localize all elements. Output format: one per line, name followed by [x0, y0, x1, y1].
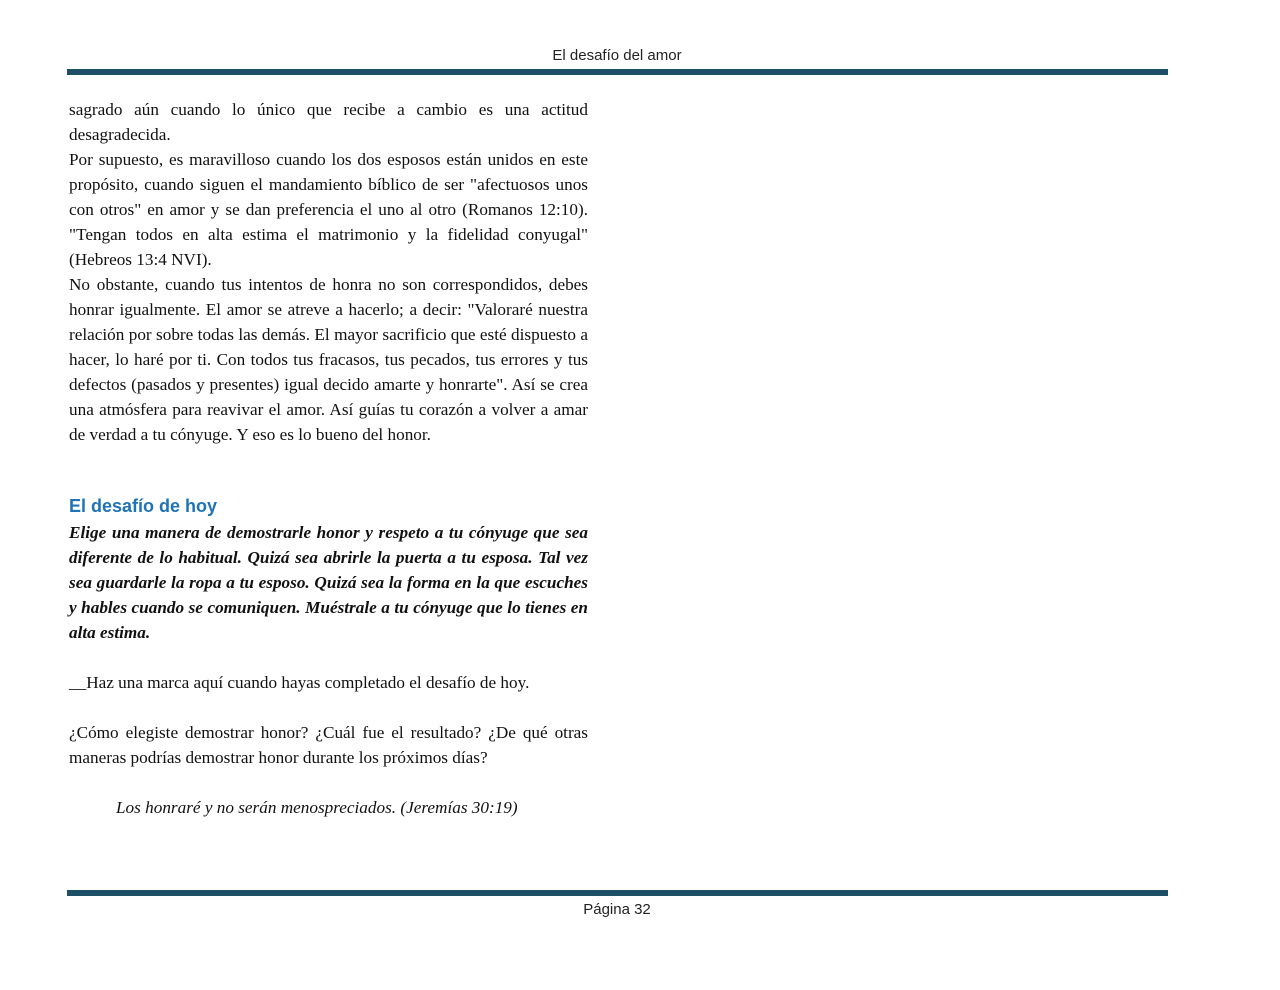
footer-rule [67, 890, 1168, 896]
body-paragraph: sagrado aún cuando lo único que recibe a cambio es una actitud desagradecida. [69, 100, 588, 144]
body-paragraph: Por supuesto, es maravilloso cuando los dos esposos están unidos en este propósito, cuando siguen el mandamiento bíblico de ser "afectuosos unos con otros" en amor y se dan preferencia el uno al otro (Romanos 12:10). "Tengan todos en alta estima el matrimonio y la fidelidad conyugal" (Hebreos 13:4 NVI). [69, 150, 588, 269]
scripture-verse: Los honraré y no serán menospreciados. (Jeremías 30:19) [116, 798, 518, 817]
challenge-text: Elige una manera de demostrarle honor y respeto a tu cónyuge que sea diferente de lo habitual. Quizá sea abrirle la puerta a tu esposa. Tal vez sea guardarle la ropa a tu esposo. Quizá sea la forma en la que escuches y hables cuando se comuniquen. Muéstrale a tu cónyuge que lo tienes en alta estima. [69, 523, 588, 642]
running-header: El desafío del amor [552, 47, 682, 64]
page-number: Página 32 [583, 901, 651, 918]
section-heading: El desafío de hoy [69, 496, 218, 516]
body-paragraph: No obstante, cuando tus intentos de honra no son correspondidos, debes honrar igualmente. El amor se atreve a hacerlo; a decir: "Valoraré nuestra relación por sobre todas las demás. El mayor sacrificio que esté dispuesto a hacer, lo haré por ti. Con todos tus fracasos, tus pecados, tus errores y tus defectos (pasados y presentes) igual decido amarte y honrarte". Así se crea una atmósfera para reavivar el amor. Así guías tu corazón a volver a amar de verdad a tu cónyuge. Y eso es lo bueno del honor. [69, 275, 588, 444]
reflection-questions: ¿Cómo elegiste demostrar honor? ¿Cuál fue el resultado? ¿De qué otras maneras podrías demostrar honor durante los próximos días? [69, 723, 588, 767]
header-rule [67, 69, 1168, 75]
text-column [69, 97, 588, 820]
completion-check-line: __Haz una marca aquí cuando hayas completado el desafío de hoy. [69, 673, 530, 692]
